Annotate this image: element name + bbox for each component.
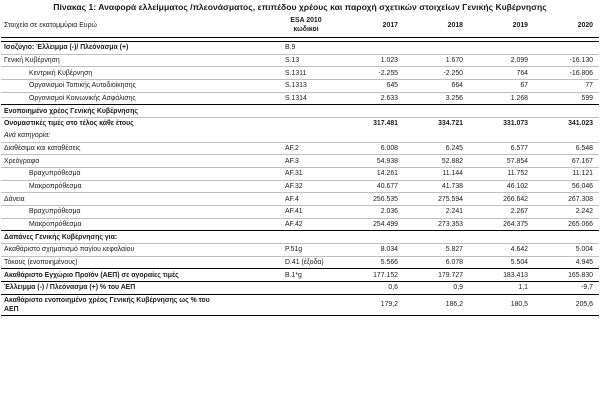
row-label: Χρεόγραφα [4, 157, 40, 165]
row-label: Ακαθάριστο Εγχώριο Προϊόν (ΑΕΠ) σε αγοραίες τιμές [4, 271, 179, 279]
row-value-2020 [534, 42, 599, 55]
row-value-2017: 0,6 [388, 284, 398, 292]
row-value-2017: 645 [386, 82, 398, 90]
row-value-2019: 183.413 [503, 271, 528, 279]
row-code: AF.4 [285, 195, 299, 203]
row-value-2018: 273.353 [438, 220, 463, 228]
row-code: S.1311 [285, 69, 307, 77]
row-value-2019: 2.267 [510, 208, 528, 216]
row-label: Έλλειμμα (-) / Πλεόνασμα (+) % του ΑΕΠ [4, 284, 136, 292]
row-value-2018: 179.727 [438, 271, 463, 279]
table-title: Πίνακας 1: Αναφορά ελλείμματος /πλεονάσματος, επιπέδου χρέους και παροχή σχετικών στοιχείων Γενικής Κυβέρνησης [53, 2, 547, 12]
row-value-2018: 6.078 [445, 259, 463, 267]
row-value-2017: 40.677 [376, 182, 398, 190]
row-value-2018 [404, 130, 469, 142]
row-label: Δαπάνες Γενικής Κυβέρνησης για: [4, 233, 118, 241]
row-value-2018: 334.721 [438, 120, 463, 128]
row-label: Μακροπρόθεσμα [29, 182, 82, 190]
table-row-loans [1, 193, 599, 206]
row-value-2017: 5.566 [380, 259, 398, 267]
row-code: S.1314 [285, 95, 307, 103]
row-label: Ανά κατηγορία: [4, 132, 51, 140]
header-label: Στοιχεία σε εκατομμύρια Ευρώ [4, 21, 97, 29]
row-code [273, 130, 339, 142]
row-value-2019: 1,1 [518, 284, 528, 292]
row-label: Βραχυπρόθεσμα [29, 170, 81, 178]
row-label: Ισοζύγιο: Έλλειμμα (-)/ Πλεόνασμα (+) [4, 44, 129, 52]
row-code [273, 105, 339, 118]
row-label: Οργανισμοί Κοινωνικής Ασφάλισης [29, 95, 136, 103]
row-label-line1: Ακαθάριστο ενοποιημένο χρέος Γενικής Κυβέρνησης ως % του [4, 296, 210, 304]
row-value-2018: -2.250 [443, 69, 463, 77]
row-code [273, 118, 339, 130]
row-value-2019: 266.642 [503, 195, 528, 203]
row-value-2019: 46.102 [506, 182, 528, 190]
header-code [273, 13, 339, 38]
table-row-local-government [1, 80, 599, 93]
row-value-2019: 4.642 [510, 246, 528, 254]
row-code: D.41 (έξοδα) [285, 259, 324, 267]
table-row-gross-fixed-capital [1, 244, 599, 257]
header-code-line2: κωδικοί [293, 26, 319, 33]
row-value-2020 [534, 231, 599, 244]
row-value-2020: 6.548 [575, 144, 593, 152]
row-label: Ενοποιημένο χρέος Γενικής Κυβέρνησης [4, 107, 139, 115]
row-value-2017: 54.938 [376, 157, 398, 165]
row-code: B.1*g [285, 271, 302, 279]
row-label: Μακροπρόθεσμα [29, 220, 82, 228]
row-value-2017 [339, 130, 404, 142]
row-code [273, 294, 339, 315]
row-value-2019: 57.854 [506, 157, 528, 165]
row-value-2017: 177.152 [373, 271, 398, 279]
row-value-2018: 664 [451, 82, 463, 90]
row-value-2017: 1.023 [380, 57, 398, 65]
table-row-deficit-pct-gdp [1, 282, 599, 295]
row-value-2020: 267.308 [568, 195, 593, 203]
row-label: Βραχυπρόθεσμα [29, 208, 81, 216]
row-label: Γενική Κυβέρνηση [4, 57, 60, 65]
table-row-securities [1, 155, 599, 168]
row-value-2020: 599 [581, 95, 593, 103]
row-code [273, 231, 339, 244]
row-value-2018: 2.241 [445, 208, 463, 216]
row-value-2018: 275.594 [438, 195, 463, 203]
row-value-2019: 67 [520, 82, 528, 90]
row-value-2020: 11.121 [572, 170, 593, 178]
row-value-2020: -9,7 [581, 284, 593, 292]
row-value-2019: 180,5 [510, 301, 528, 309]
row-value-2020: 341.023 [568, 120, 593, 128]
table-row-securities-long-term [1, 180, 599, 193]
row-value-2019: 264.375 [503, 220, 528, 228]
row-code [273, 282, 339, 295]
row-value-2020: 56.046 [571, 182, 593, 190]
row-value-2018: 0,9 [453, 284, 463, 292]
row-value-2019 [469, 231, 534, 244]
row-label: Οργανισμοί Τοπικής Αυτοδιοίκησης [29, 82, 136, 90]
table-row-expenditure-header [1, 231, 599, 244]
row-value-2018: 52.882 [441, 157, 463, 165]
table-row-debt-header [1, 105, 599, 118]
row-label: Ακαθάριστο σχηματισμό παγίου κεφαλαίου [4, 246, 135, 254]
table-row-central-government [1, 67, 599, 80]
row-label [1, 294, 273, 315]
row-value-2018 [404, 42, 469, 55]
row-value-2019: 331.073 [503, 120, 528, 128]
row-code: S.13 [285, 57, 300, 65]
row-value-2018: 1.670 [445, 57, 463, 65]
table-row-debt-pct-gdp [1, 294, 599, 315]
row-value-2020: -16.130 [569, 57, 593, 65]
table-row-interest [1, 256, 599, 269]
table-row-general-government [1, 54, 599, 67]
row-value-2017: 6.008 [380, 144, 398, 152]
row-code: AF.31 [285, 170, 303, 178]
header-year-2018: 2018 [447, 21, 463, 29]
row-code: B.9 [285, 44, 296, 52]
row-value-2019: 1.268 [510, 95, 528, 103]
row-value-2018: 11.144 [442, 170, 463, 178]
row-value-2017 [339, 105, 404, 118]
row-value-2018: 3.256 [445, 95, 463, 103]
header-code-line1: ESA 2010 [290, 17, 322, 24]
row-value-2020: 4.945 [575, 259, 593, 267]
table-row-nominal-values [1, 118, 599, 130]
table-row-currency-deposits [1, 142, 599, 155]
row-value-2017: 254.499 [373, 220, 398, 228]
row-value-2019 [469, 42, 534, 55]
row-code: AF.3 [285, 157, 299, 165]
row-value-2020 [534, 130, 599, 142]
row-code: AF.32 [285, 182, 303, 190]
row-value-2018: 6.245 [445, 144, 463, 152]
row-value-2017 [339, 231, 404, 244]
row-value-2017: 179,2 [380, 301, 398, 309]
row-value-2020: 165.830 [568, 271, 593, 279]
row-value-2017: 2.036 [380, 208, 398, 216]
row-value-2019: 6.577 [510, 144, 528, 152]
row-value-2019: 5.504 [510, 259, 528, 267]
row-value-2020: 205,6 [575, 301, 593, 309]
row-value-2018: 186,2 [445, 301, 463, 309]
row-code: AF.2 [285, 144, 299, 152]
row-value-2019: 2.099 [510, 57, 528, 65]
row-code: P.51g [285, 246, 303, 254]
table-row-social-security [1, 92, 599, 105]
row-value-2017: 2.633 [380, 95, 398, 103]
row-label: Τόκους (ενοποιημένους) [4, 259, 78, 267]
row-value-2017: 8.034 [380, 246, 398, 254]
row-label: Διαθέσιμα και καταθέσεις [4, 144, 81, 152]
row-value-2020: 5.004 [575, 246, 593, 254]
row-value-2017: -2.255 [378, 69, 398, 77]
row-code: S.1313 [285, 82, 307, 90]
row-value-2018 [404, 105, 469, 118]
row-value-2020: 265.066 [568, 220, 593, 228]
row-label: Ονομαστικές τιμές στο τέλος κάθε έτους [4, 120, 134, 128]
header-year-2020: 2020 [577, 21, 593, 29]
row-value-2017 [339, 42, 404, 55]
row-value-2018 [404, 231, 469, 244]
row-label: Κεντρική Κυβέρνηση [29, 69, 93, 77]
row-value-2020: -16.806 [569, 69, 593, 77]
table-row-gdp [1, 269, 599, 282]
header-row [1, 13, 599, 38]
row-code: AF.41 [285, 208, 303, 216]
fiscal-data-table [1, 13, 599, 316]
row-value-2018: 41.738 [441, 182, 463, 190]
row-value-2020 [534, 105, 599, 118]
row-value-2019: 764 [516, 69, 528, 77]
row-value-2019: 11.752 [507, 170, 528, 178]
table-row-balance-header [1, 42, 599, 55]
row-value-2020: 77 [585, 82, 593, 90]
header-year-2019: 2019 [512, 21, 528, 29]
row-code: AF.42 [285, 220, 303, 228]
table-row-by-category [1, 130, 599, 142]
table-row-loans-long-term [1, 218, 599, 231]
table-row-securities-short-term [1, 167, 599, 180]
row-value-2019 [469, 130, 534, 142]
row-value-2017: 256.535 [373, 195, 398, 203]
header-year-2017: 2017 [382, 21, 398, 29]
row-value-2017: 14.261 [376, 170, 398, 178]
table-row-loans-short-term [1, 205, 599, 218]
row-value-2020: 2.242 [575, 208, 593, 216]
row-label: Δάνεια [4, 195, 25, 203]
row-value-2017: 317.481 [373, 120, 398, 128]
row-label-line2: ΑΕΠ [4, 305, 19, 313]
row-value-2018: 5.827 [445, 246, 463, 254]
row-value-2019 [469, 105, 534, 118]
row-value-2020: 67.167 [571, 157, 593, 165]
